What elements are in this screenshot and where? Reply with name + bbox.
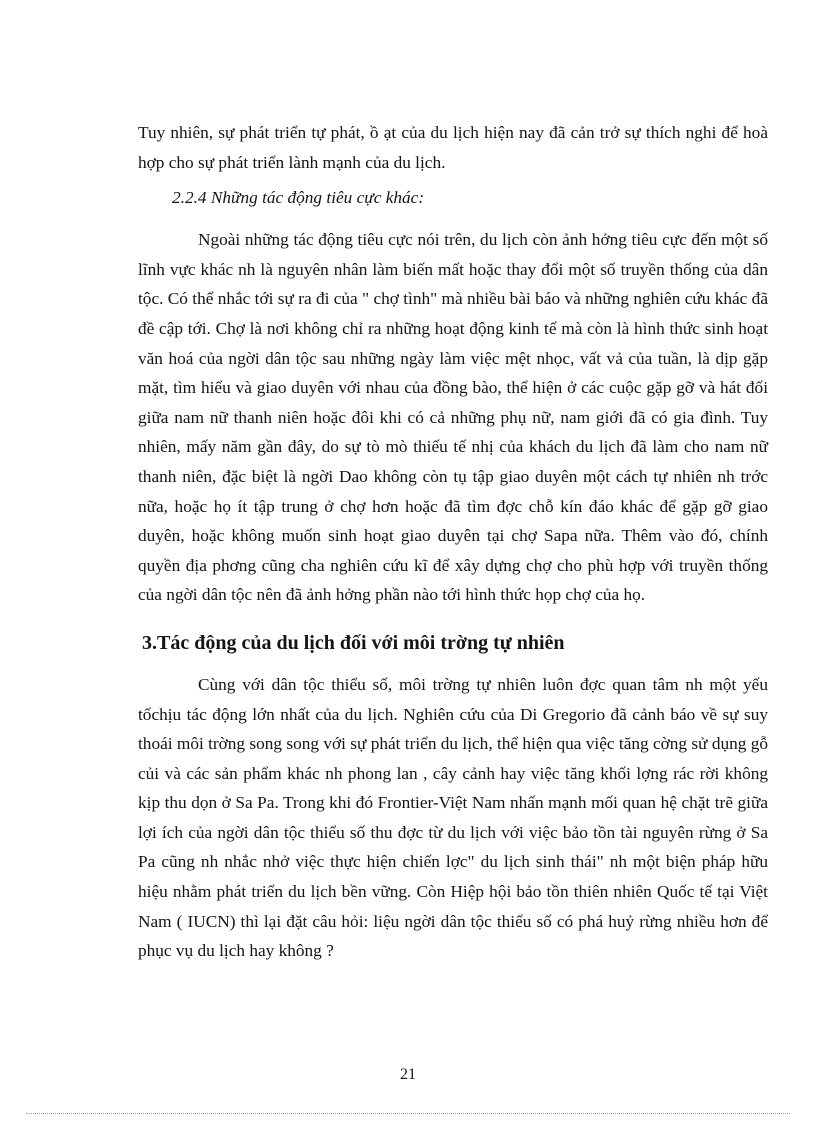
intro-paragraph: Tuy nhiên, sự phát triển tự phát, ồ ạt của du lịch hiện nay đã cản trở sự thích nghi để hoà hợp cho sự phát triển lành mạnh của du lịch. [138, 123, 768, 172]
footer-divider [26, 1113, 790, 1114]
section-paragraph: Cùng với dân tộc thiểu số, môi trờng tự nhiên luôn đợc quan tâm nh một yếu tốchịu tác động lớn nhất của du lịch. Nghiên cứu của Di Gregorio đã cảnh báo về sự suy thoái môi trờng song song với sự phát triển du lịch, thể hiện qua việc tăng cờng sử dụng gỗ củi và các sản phẩm khác nh phong lan , cây cảnh hay việc tăng khối lợng rác rời không kịp thu dọn ở Sa Pa. Trong khi đó Frontier-Việt Nam nhấn mạnh mối quan hệ chặt trẽ giữa lợi ích của ngời dân tộc thiểu số thu đợc từ du lịch với việc bảo tồn tài nguyên rừng ở Sa Pa cũng nh nhắc nhở việc thực hiện chiến lợc" du lịch sinh thái" nh một biện pháp hữu hiệu nhằm phát triển du lịch bền vững. Còn Hiệp hội bảo tồn thiên nhiên Quốc tế tại Việt Nam ( IUCN) thì lại đặt câu hỏi: liệu ngời dân tộc thiểu số có phá huỷ rừng nhiều hơn để phục vụ du lịch hay không ? [138, 674, 768, 961]
page-number: 21 [400, 1066, 416, 1083]
page-content [138, 118, 768, 966]
section-heading: 3.Tác động của du lịch đối với môi trờng tự nhiên [142, 631, 565, 654]
subsection-heading: 2.2.4 Những tác động tiêu cực khác: [172, 188, 425, 208]
subsection-paragraph: Ngoài những tác động tiêu cực nói trên, du lịch còn ảnh hởng tiêu cực đến một số lĩnh vực khác nh là nguyên nhân làm biến mất hoặc thay đổi một số truyền thống của dân tộc. Có thể nhắc tới sự ra đi của " chợ tình" mà nhiều bài báo và những nghiên cứu khác đã đề cập tới. Chợ là nơi không chỉ ra những hoạt động kinh tế mà còn là hình thức sinh hoạt văn hoá của ngời dân tộc sau những ngày làm việc mệt nhọc, vất vả của tuần, là dịp gặp mặt, tìm hiểu và giao duyên với nhau của đồng bào, thể hiện ở các cuộc gặp gỡ và hát đối giữa nam nữ thanh niên hoặc đôi khi có cả những phụ nữ, nam giới đã có gia đình. Tuy nhiên, mấy năm gần đây, do sự tò mò thiếu tế nhị của khách du lịch đã làm cho nam nữ thanh niên, đặc biệt là ngời Dao không còn tụ tập giao duyên một cách tự nhiên nh trớc nữa, hoặc họ ít tập trung ở chợ hơn hoặc đã tìm đợc chỗ kín đáo khác để gặp gỡ giao duyên, hoặc không muốn sinh hoạt giao duyên tại chợ Sapa nữa. Thêm vào đó, chính quyền địa phơng cũng cha nghiên cứu kĩ để xây dựng chợ cho phù hợp với truyền thống của ngời dân tộc nên đã ảnh hởng phần nào tới hình thức họp chợ của họ. [138, 230, 768, 605]
